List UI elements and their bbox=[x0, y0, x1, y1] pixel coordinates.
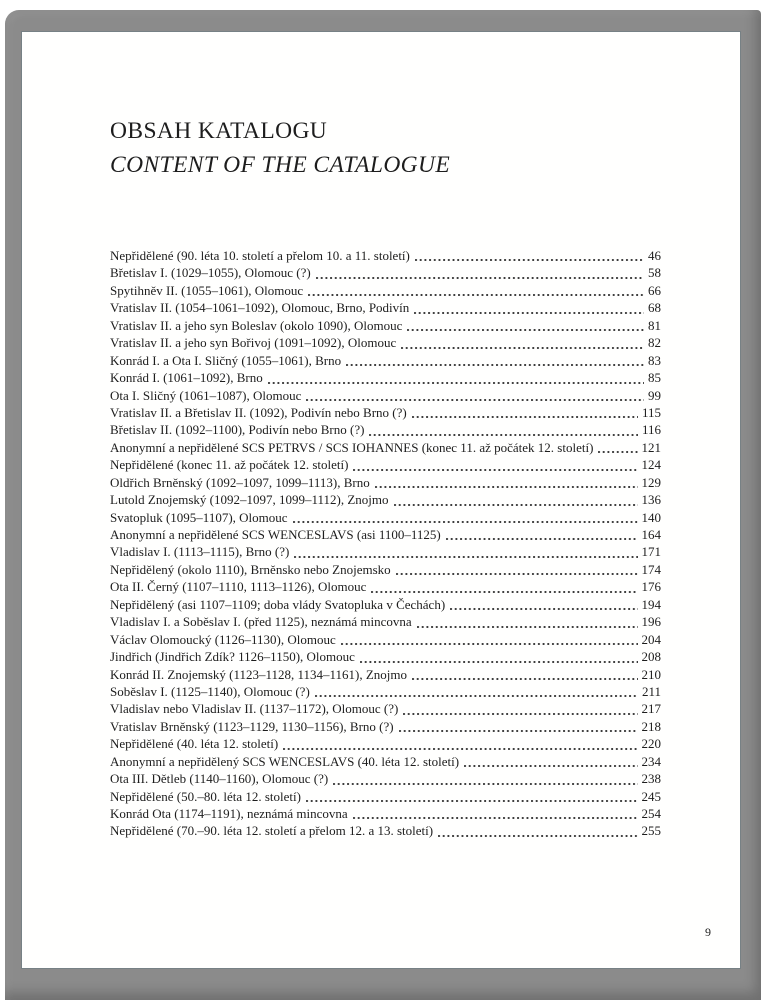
toc-entry-page: 220 bbox=[641, 736, 661, 752]
page-title bbox=[110, 114, 450, 182]
toc-entry bbox=[110, 667, 661, 684]
toc-entry bbox=[110, 579, 661, 596]
toc-entry-page: 116 bbox=[641, 422, 661, 438]
toc-entry-page: 81 bbox=[648, 317, 661, 333]
dot-leader bbox=[464, 764, 637, 768]
toc-entry bbox=[110, 736, 661, 753]
toc-entry-page: 234 bbox=[641, 753, 661, 769]
toc-entry-page: 204 bbox=[641, 631, 661, 647]
toc-entry-page: 115 bbox=[641, 404, 661, 420]
toc-entry-page: 196 bbox=[641, 614, 661, 630]
toc-entry bbox=[110, 684, 661, 701]
toc-entry bbox=[110, 527, 661, 544]
toc-entry-page: 140 bbox=[641, 509, 661, 525]
dot-leader bbox=[403, 712, 637, 716]
document-page bbox=[22, 32, 740, 968]
toc-entry-title: Konrád I. a Ota I. Sličný (1055–1061), Brno bbox=[110, 352, 342, 368]
dot-leader bbox=[396, 572, 638, 576]
toc-entry-title: Václav Olomoucký (1126–1130), Olomouc bbox=[110, 631, 336, 647]
toc-entry-page: 85 bbox=[648, 370, 661, 386]
toc-entry-title: Anonymní a nepřidělené SCS PETRVS / SCS IOHANNES (konec 11. až počátek 12. století) bbox=[110, 439, 594, 455]
dot-leader bbox=[308, 293, 644, 297]
dot-leader bbox=[333, 782, 637, 786]
dot-leader bbox=[415, 258, 644, 262]
dot-leader bbox=[394, 503, 638, 507]
toc-entry-title: Soběslav I. (1125–1140), Olomouc (?) bbox=[110, 683, 310, 699]
toc-entry-title: Ota I. Sličný (1061–1087), Olomouc bbox=[110, 387, 302, 403]
dot-leader bbox=[450, 607, 637, 611]
toc-entry bbox=[110, 475, 661, 492]
toc-entry-title: Vratislav II. a Břetislav II. (1092), Podivín nebo Brno (?) bbox=[110, 404, 407, 420]
toc-entry-title: Oldřich Brněnský (1092–1097, 1099–1113), Brno bbox=[110, 474, 370, 490]
toc-entry bbox=[110, 265, 661, 282]
toc-entry bbox=[110, 614, 661, 631]
toc-entry-title: Vratislav II. (1054–1061–1092), Olomouc, Brno, Podivín bbox=[110, 300, 410, 316]
toc-entry-title: Nepřidělený (asi 1107–1109; doba vlády Svatopluka v Čechách) bbox=[110, 596, 446, 612]
toc-entry-page: 124 bbox=[641, 457, 661, 473]
toc-entry-page: 66 bbox=[648, 282, 661, 298]
dot-leader bbox=[315, 694, 638, 698]
dot-leader bbox=[414, 311, 644, 315]
toc-entry bbox=[110, 335, 661, 352]
toc-entry-page: 208 bbox=[641, 649, 661, 665]
dot-leader bbox=[268, 381, 644, 385]
toc-entry-title: Jindřich (Jindřich Zdík? 1126–1150), Olomouc bbox=[110, 649, 355, 665]
toc-entry-title: Konrád I. (1061–1092), Brno bbox=[110, 370, 263, 386]
toc-entry-title: Ota II. Černý (1107–1110, 1113–1126), Olomouc bbox=[110, 579, 367, 595]
dot-leader bbox=[341, 642, 638, 646]
toc-entry-title: Nepřidělené (40. léta 12. století) bbox=[110, 736, 279, 752]
toc-entry-title: Břetislav I. (1029–1055), Olomouc (?) bbox=[110, 265, 311, 281]
toc-entry bbox=[110, 422, 661, 439]
dot-leader bbox=[412, 415, 638, 419]
page-folio-number: 9 bbox=[705, 925, 711, 939]
toc-entry bbox=[110, 701, 661, 718]
toc-entry bbox=[110, 405, 661, 422]
title-czech: OBSAH KATALOGU bbox=[110, 118, 328, 144]
toc-entry-page: 121 bbox=[641, 439, 661, 455]
toc-entry bbox=[110, 440, 661, 457]
title-english: CONTENT OF THE CATALOGUE bbox=[110, 152, 451, 178]
toc-entry-page: 217 bbox=[641, 701, 661, 717]
dot-leader bbox=[306, 398, 644, 402]
dot-leader bbox=[360, 660, 638, 664]
dot-leader bbox=[412, 677, 637, 681]
toc-entry-title: Konrád II. Znojemský (1123–1128, 1134–1161), Znojmo bbox=[110, 666, 408, 682]
toc-entry-page: 254 bbox=[641, 806, 661, 821]
toc-entry bbox=[110, 370, 661, 387]
toc-entry-page: 68 bbox=[648, 300, 661, 316]
dot-leader bbox=[283, 747, 637, 751]
toc-entry-title: Nepřidělený (okolo 1110), Brněnsko nebo Znojemsko bbox=[110, 561, 391, 577]
toc-entry-title: Vladislav I. (1113–1115), Brno (?) bbox=[110, 544, 290, 560]
toc-entry bbox=[110, 353, 661, 370]
toc-entry bbox=[110, 283, 661, 300]
dot-leader bbox=[375, 485, 638, 489]
toc-entry-title: Nepřidělené (50.–80. léta 12. století) bbox=[110, 788, 301, 804]
toc-entry-title: Spytihněv II. (1055–1061), Olomouc bbox=[110, 282, 304, 298]
dot-leader bbox=[369, 433, 638, 437]
dot-leader bbox=[446, 537, 638, 541]
toc-entry-title: Svatopluk (1095–1107), Olomouc bbox=[110, 509, 288, 525]
toc-entry-page: 176 bbox=[641, 579, 661, 595]
dot-leader bbox=[353, 816, 638, 820]
toc-entry-page: 174 bbox=[641, 561, 661, 577]
dot-leader bbox=[438, 834, 637, 838]
toc-entry-title: Anonymní a nepřidělený SCS WENCESLAVS (40. léta 12. století) bbox=[110, 753, 460, 769]
dot-leader bbox=[346, 363, 644, 367]
toc-entry-page: 82 bbox=[648, 335, 661, 351]
toc-entry bbox=[110, 823, 661, 840]
dot-leader bbox=[399, 729, 638, 733]
toc-entry bbox=[110, 492, 661, 509]
toc-entry-page: 83 bbox=[648, 352, 661, 368]
toc-entry-title: Vratislav II. a jeho syn Bořivoj (1091–1092), Olomouc bbox=[110, 335, 397, 351]
dot-leader bbox=[401, 346, 644, 350]
toc-entry bbox=[110, 719, 661, 736]
toc-entry bbox=[110, 597, 661, 614]
dot-leader bbox=[371, 590, 637, 594]
toc-entry bbox=[110, 754, 661, 771]
toc-entry-title: Anonymní a nepřidělené SCS WENCESLAVS (asi 1100–1125) bbox=[110, 527, 441, 542]
toc-entry bbox=[110, 544, 661, 561]
toc-entry-page: 99 bbox=[648, 387, 661, 403]
dot-leader bbox=[316, 276, 644, 280]
toc-entry-title: Vratislav Brněnský (1123–1129, 1130–1156), Brno (?) bbox=[110, 718, 394, 734]
toc-entry-title: Vratislav II. a jeho syn Boleslav (okolo 1090), Olomouc bbox=[110, 317, 403, 333]
toc-entry-page: 171 bbox=[641, 544, 661, 560]
toc-entry-title: Nepřidělené (konec 11. až počátek 12. století) bbox=[110, 457, 349, 473]
toc-entry-title: Konrád Ota (1174–1191), neznámá mincovna bbox=[110, 806, 348, 821]
toc-entry-title: Ota III. Dětleb (1140–1160), Olomouc (?) bbox=[110, 771, 329, 787]
dot-leader bbox=[306, 799, 638, 803]
toc-entry-title: Nepřidělené (90. léta 10. století a přelom 10. a 11. století) bbox=[110, 248, 410, 263]
toc-entry-page: 58 bbox=[648, 265, 661, 281]
toc-entry-title: Břetislav II. (1092–1100), Podivín nebo Brno (?) bbox=[110, 422, 365, 438]
toc-entry bbox=[110, 388, 661, 405]
toc-entry bbox=[110, 562, 661, 579]
toc-entry bbox=[110, 300, 661, 317]
dot-leader bbox=[417, 625, 638, 629]
toc-entry-page: 194 bbox=[641, 596, 661, 612]
dot-leader bbox=[353, 468, 637, 472]
toc-entry bbox=[110, 510, 661, 527]
toc-entry-title: Nepřidělené (70.–90. léta 12. století a přelom 12. a 13. století) bbox=[110, 823, 434, 839]
dot-leader bbox=[407, 328, 644, 332]
toc-entry bbox=[110, 632, 661, 649]
toc-entry bbox=[110, 771, 661, 788]
toc-entry-page: 46 bbox=[648, 248, 661, 263]
toc-entry-title: Vladislav nebo Vladislav II. (1137–1172), Olomouc (?) bbox=[110, 701, 399, 717]
dot-leader bbox=[598, 450, 637, 454]
toc-entry-title: Vladislav I. a Soběslav I. (před 1125), neznámá mincovna bbox=[110, 614, 412, 630]
toc-entry-page: 136 bbox=[641, 492, 661, 508]
toc-entry-title: Lutold Znojemský (1092–1097, 1099–1112), Znojmo bbox=[110, 492, 389, 508]
toc-entry bbox=[110, 248, 661, 265]
table-of-contents bbox=[110, 248, 661, 841]
toc-entry bbox=[110, 806, 661, 823]
toc-entry bbox=[110, 318, 661, 335]
toc-entry bbox=[110, 789, 661, 806]
toc-entry-page: 129 bbox=[641, 474, 661, 490]
dot-leader bbox=[293, 520, 638, 524]
toc-entry-page: 218 bbox=[641, 718, 661, 734]
toc-entry-page: 238 bbox=[641, 771, 661, 787]
toc-entry-page: 210 bbox=[641, 666, 661, 682]
dot-leader bbox=[294, 555, 637, 559]
toc-entry bbox=[110, 457, 661, 474]
toc-entry-page: 245 bbox=[641, 788, 661, 804]
toc-entry-page: 255 bbox=[641, 823, 661, 839]
toc-entry bbox=[110, 649, 661, 666]
toc-entry-page: 164 bbox=[641, 527, 661, 542]
toc-entry-page: 211 bbox=[641, 683, 661, 699]
